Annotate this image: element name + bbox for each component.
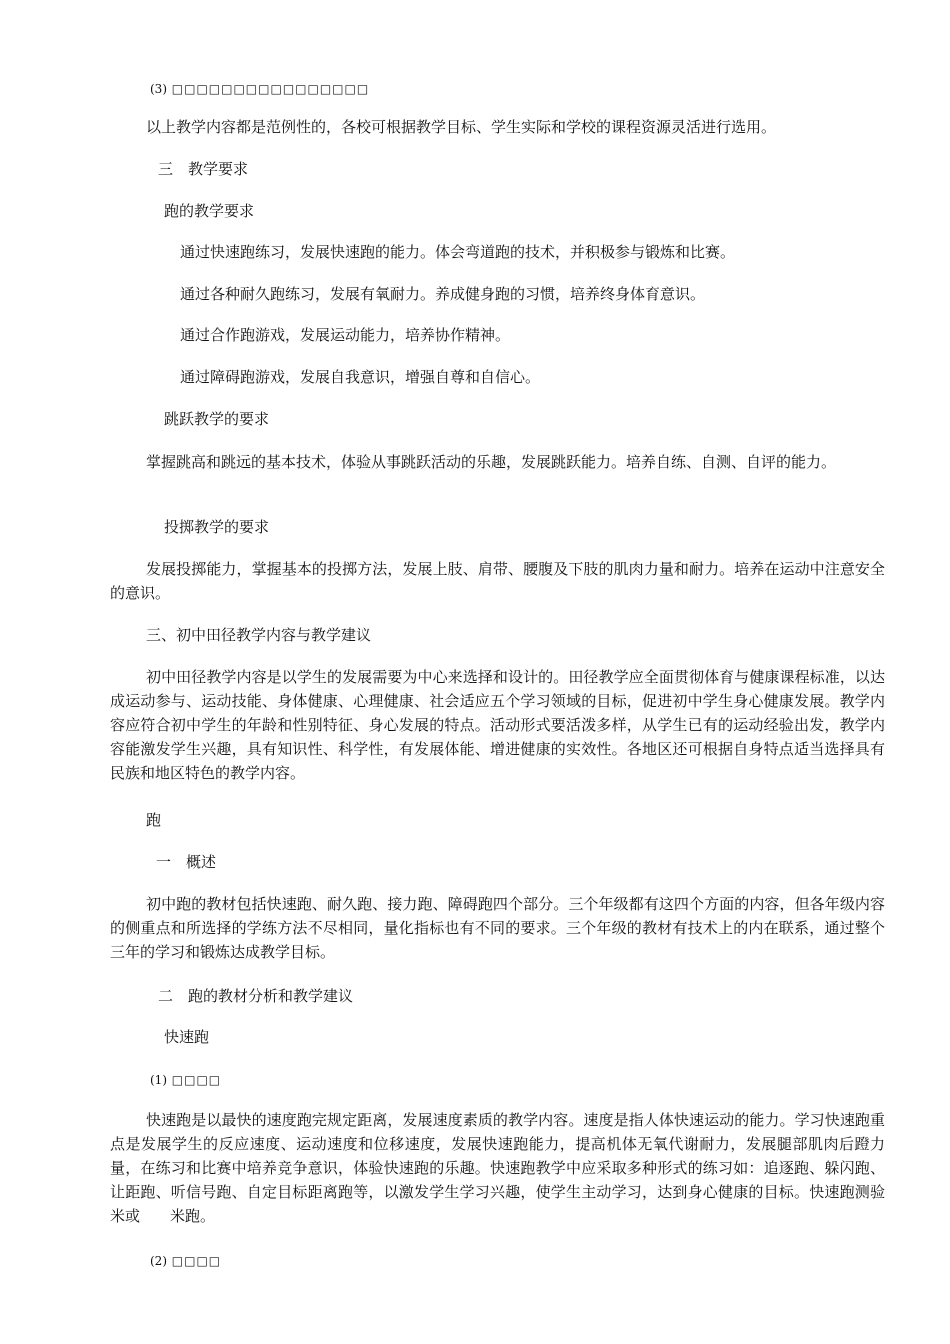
junior-section-text: 初中田径教学内容是以学生的发展需要为中心来选择和设计的。田径教学应全面贯彻体育与健康课程标准，以达成运动参与、运动技能、身体健康、心理健康、社会适应五个学习领域的目标，促进初中学生身心健康发展。教学内容应符合初中学生的年龄和性别特征、身心发展的特点。活动形式要活泼多样，从学生已有的运动经验出发，教学内容能激发学生兴趣，具有知识性、科学性，有发展体能、增进健康的实效性。各地区还可根据自身特点适当选择具有民族和地区特色的教学内容。 bbox=[110, 668, 885, 782]
item-1-missing-glyphs: □□□□ bbox=[171, 1073, 222, 1087]
item-3-heading bbox=[150, 76, 369, 101]
overview-text: 初中跑的教材包括快速跑、耐久跑、接力跑、障碍跑四个部分。三个年级都有这四个方面的内容，但各年级内容的侧重点和所选择的学练方法不尽相同，量化指标也有不同的要求。三个年级的教材有技术上的内在联系，通过整个三年的学习和锻炼达成教学目标。 bbox=[110, 895, 885, 961]
run-requirement-item: 通过障碍跑游戏，发展自我意识，增强自尊和自信心。 bbox=[180, 368, 541, 386]
note-paragraph: 以上教学内容都是范例性的，各校可根据教学目标、学生实际和学校的课程资源灵活进行选用。 bbox=[146, 118, 777, 136]
item-1-number: (1) bbox=[150, 1073, 167, 1087]
item-2-missing-glyphs: □□□□ bbox=[171, 1254, 222, 1268]
item-2-heading bbox=[150, 1248, 221, 1273]
run-requirements-title: 跑的教学要求 bbox=[164, 202, 255, 220]
item-3-missing-glyphs: □□□□□□□□□□□□□□□□ bbox=[171, 82, 370, 96]
throw-requirements-text: 发展投掷能力，掌握基本的投掷方法，发展上肢、肩带、腰腹及下肢的肌肉力量和耐力。培养在运动中注意安全的意识。 bbox=[110, 560, 885, 602]
jump-requirements-text: 掌握跳高和跳远的基本技术，体验从事跳跃活动的乐趣，发展跳跃能力。培养自练、自测、自评的能力。 bbox=[146, 453, 837, 471]
sprint-text: 快速跑是以最快的速度跑完规定距离，发展速度素质的教学内容。速度是指人体快速运动的能力。学习快速跑重点是发展学生的反应速度、运动速度和位移速度，发展快速跑能力，提高机体无氧代谢耐力，发展腿部肌肉后蹬力量，在练习和比赛中培养竞争意识，体验快速跑的乐趣。快速跑教学中应采取多种形式的练习如：追逐跑、躲闪跑、让距跑、听信号跑、自定目标距离跑等，以激发学生学习兴趣，使学生主动学习，达到身心健康的目标。快速跑测验 米或 米跑。 bbox=[110, 1111, 916, 1225]
run-requirement-item: 通过快速跑练习，发展快速跑的能力。体会弯道跑的技术，并积极参与锻炼和比赛。 bbox=[180, 243, 736, 261]
junior-section-title: 三、初中田径教学内容与教学建议 bbox=[146, 626, 372, 644]
throw-requirements-title: 投掷教学的要求 bbox=[164, 518, 270, 536]
jump-requirements-title: 跳跃教学的要求 bbox=[164, 410, 270, 428]
sprint-title: 快速跑 bbox=[164, 1028, 210, 1046]
item-2-number: (2) bbox=[150, 1254, 167, 1268]
item-3-number: (3) bbox=[150, 82, 167, 96]
item-1-heading bbox=[150, 1067, 221, 1092]
run-title: 跑 bbox=[146, 811, 162, 829]
run-requirement-item: 通过合作跑游戏，发展运动能力，培养协作精神。 bbox=[180, 326, 511, 344]
section-3-title: 三 教学要求 bbox=[158, 160, 249, 178]
run-requirement-item: 通过各种耐久跑练习，发展有氧耐力。养成健身跑的习惯，培养终身体育意识。 bbox=[180, 285, 706, 303]
overview-title: 一 概述 bbox=[156, 853, 217, 871]
analysis-title: 二 跑的教材分析和教学建议 bbox=[158, 987, 354, 1005]
